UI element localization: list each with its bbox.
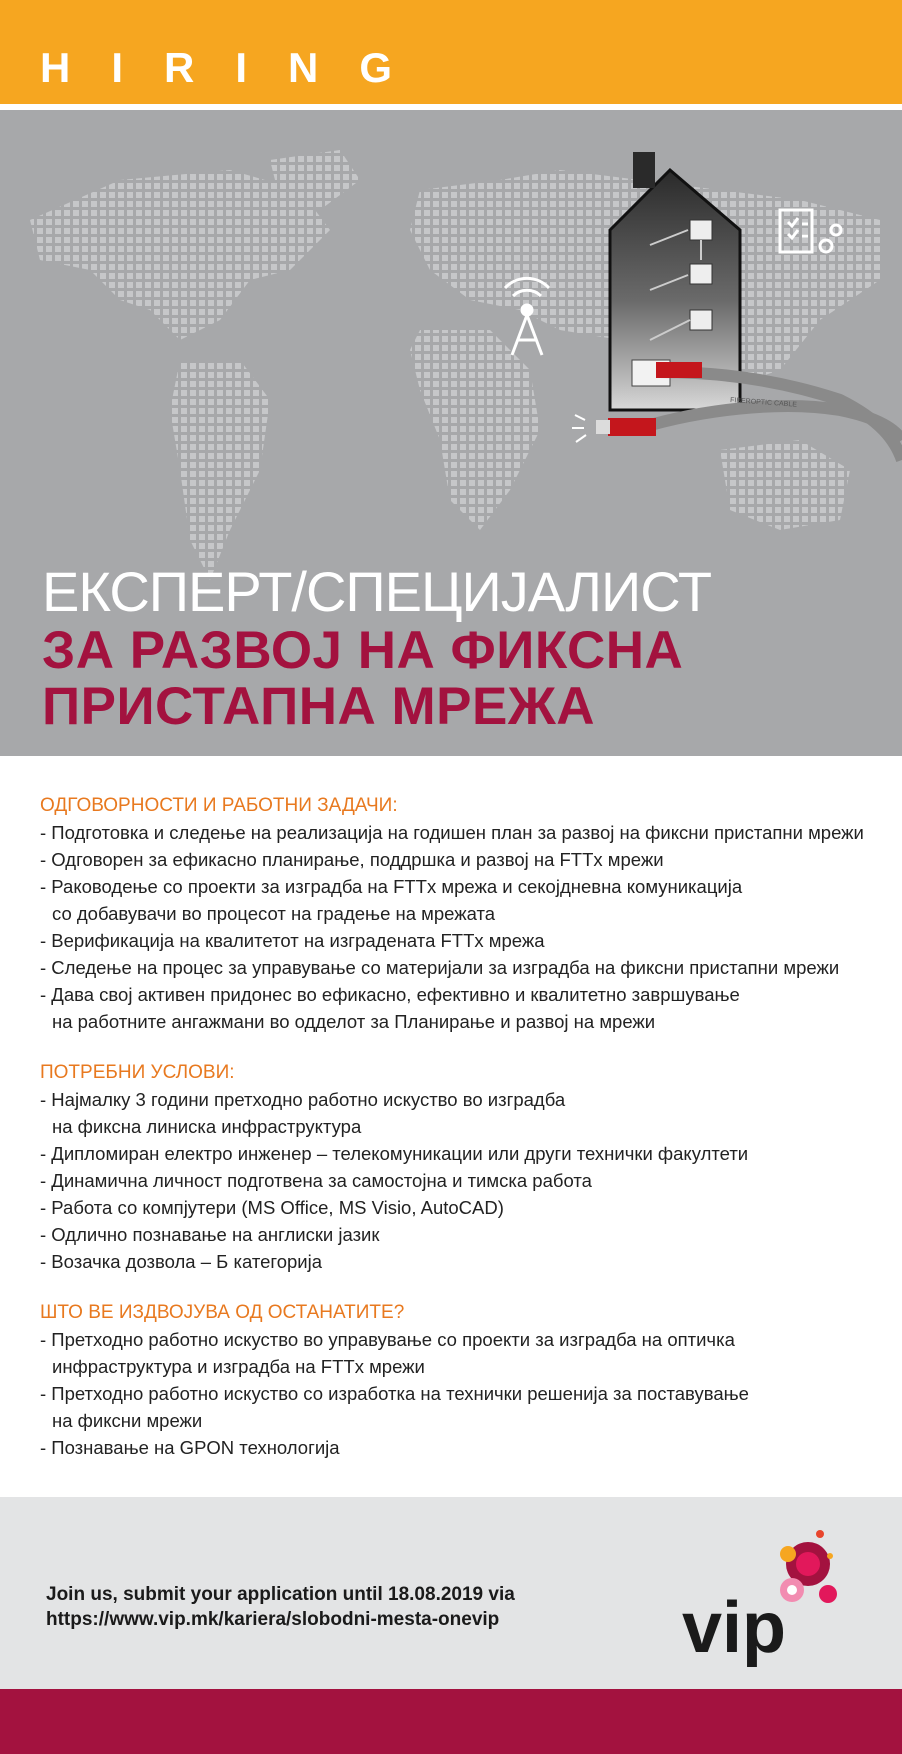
hiring-label: HIRING <box>40 44 433 91</box>
section-requirements <box>40 1059 890 1275</box>
list-item: - Работа со компјутери (MS Office, MS Visio, AutoCAD) <box>40 1197 504 1218</box>
list-item: - Претходно работно искуство во управување со проекти за изградба на оптичка инфраструктура и изградба на FTTx мрежи <box>40 1329 735 1377</box>
job-description <box>40 792 890 1461</box>
world-map <box>30 150 880 580</box>
section-heading: ПОТРЕБНИ УСЛОВИ: <box>40 1062 235 1083</box>
job-title-line1: ЕКСПЕРТ/СПЕЦИЈАЛИСТ <box>42 560 712 623</box>
application-cta <box>46 1582 515 1632</box>
bottom-bar <box>0 1689 902 1754</box>
list-item: - Одговорен за ефикасно планирање, поддршка и развој на FTTx мрежи <box>40 849 664 870</box>
section-heading: ОДГОВОРНОСТИ И РАБОТНИ ЗАДАЧИ: <box>40 795 398 816</box>
section-responsibilities <box>40 792 890 1035</box>
svg-text:vip: vip <box>682 1588 787 1668</box>
list-item: - Раководење со проекти за изградба на FTTx мрежа и секојдневна комуникација со добавувачи во процесот на градење на мрежата <box>40 876 743 924</box>
list-item: - Верификација на квалитетот на изградената FTTx мрежа <box>40 930 545 951</box>
job-title-line2: ЗА РАЗВОЈ НА ФИКСНА <box>42 621 684 680</box>
section-heading: ШТО ВЕ ИЗДВОЈУВА ОД ОСТАНАТИТЕ? <box>40 1302 405 1323</box>
list-item: - Подготовка и следење на реализација на годишен план за развој на фиксни пристапни мрежи <box>40 822 864 843</box>
list-item: - Одлично познавање на англиски јазик <box>40 1224 380 1245</box>
section-advantages <box>40 1299 890 1461</box>
application-link[interactable]: https://www.vip.mk/kariera/slobodni-mesta-onevip <box>46 1609 500 1630</box>
svg-text:FIBEROPTIC CABLE: FIBEROPTIC CABLE <box>729 397 798 409</box>
job-title-line3: ПРИСТАПНА МРЕЖА <box>42 677 596 736</box>
top-banner <box>0 0 902 104</box>
list-item: - Следење на процес за управување со материјали за изградба на фиксни пристапни мрежи <box>40 957 840 978</box>
list-item: - Дипломиран електро инженер – телекомуникации или други технички факултети <box>40 1143 749 1164</box>
list-item: - Дава свој активен придонес во ефикасно, ефективно и квалитетно завршување на работните ангажмани во одделот за Планирање и развој на мрежи <box>40 984 740 1032</box>
list-item: - Најмалку 3 години претходно работно искуство во изградба на фиксна линиска инфраструктура <box>40 1089 566 1137</box>
list-item: - Претходно работно искуство со изработка на технички решенија за поставување на фиксни мрежи <box>40 1383 749 1431</box>
list-item: - Возачка дозвола – Б категорија <box>40 1251 323 1272</box>
vip-logo <box>680 1520 860 1670</box>
cta-text: Join us, submit your application until 18.08.2019 via <box>46 1584 515 1605</box>
list-item: - Познавање на GPON технологија <box>40 1437 340 1458</box>
list-item: - Динамична личност подготвена за самостојна и тимска работа <box>40 1170 592 1191</box>
